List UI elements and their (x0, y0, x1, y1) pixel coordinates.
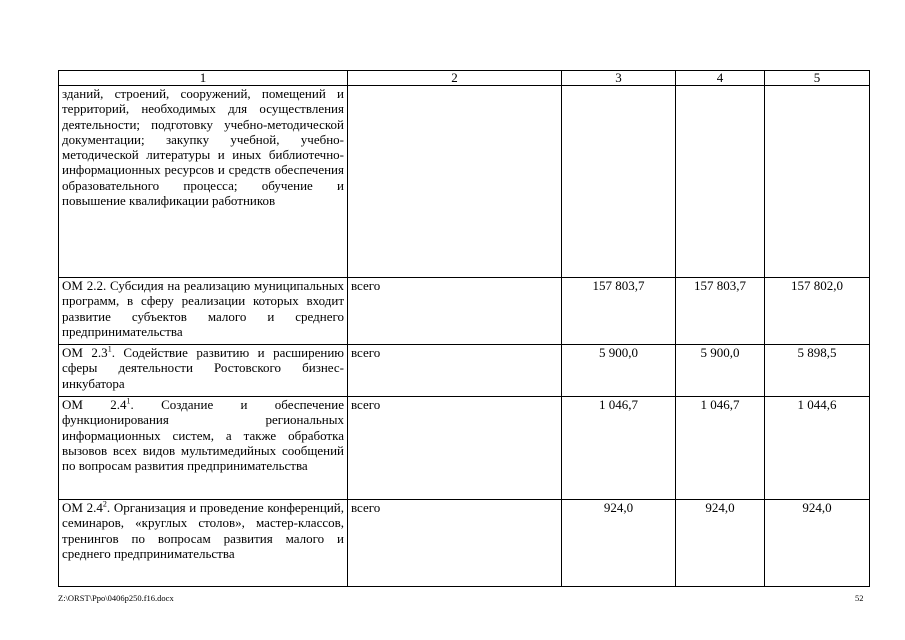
measure-superscript: 2 (102, 499, 107, 509)
row-value-col5 (765, 86, 870, 278)
row-value-col4 (676, 86, 765, 278)
measure-text: . Содействие развитию и расширению сферы деятельности Ростовского бизнес-инкубатора (62, 345, 345, 391)
column-header-5: 5 (765, 71, 870, 86)
row-value-col5: 5 898,5 (765, 345, 870, 397)
row-measure: всего (348, 345, 562, 397)
measure-text: . Создание и обеспечение функционирования региональных информационных систем, а также обработка вызовов всех видов мультимедийных сообщений по вопросам развития предпринимательства (62, 397, 344, 474)
row-value-col5: 924,0 (765, 500, 870, 587)
row-measure (348, 86, 562, 278)
row-measure: всего (348, 278, 562, 345)
row-value-col3: 1 046,7 (562, 397, 676, 500)
footer-file-path: Z:\ORST\Ppo\0406p250.f16.docx (58, 593, 174, 603)
row-description (59, 345, 348, 397)
row-description (59, 397, 348, 500)
row-description: зданий, строений, сооружений, помещений и территорий, необходимых для осуществления деятельности; подготовку учебно-методической документации; закупку учебной, учебно-методической литературы и иных библиотечно-информационных ресурсов и средств обеспечения образовательного процесса; обучение и повышение квалификации работников (59, 86, 348, 278)
row-value-col3: 924,0 (562, 500, 676, 587)
row-value-col3 (562, 86, 676, 278)
column-header-4: 4 (676, 71, 765, 86)
row-value-col5: 157 802,0 (765, 278, 870, 345)
measure-text: Субсидия на реализацию муниципальных программ, в сферу реализации которых входит развитие субъектов малого и среднего предпринимательства (62, 278, 345, 339)
table-row (59, 278, 870, 345)
column-header-2: 2 (348, 71, 562, 86)
table-row (59, 345, 870, 397)
measure-code: ОМ 2.4 (62, 397, 127, 412)
row-description (59, 500, 348, 587)
row-description (59, 278, 348, 345)
measure-text: . Организация и проведение конференций, семинаров, «круглых столов», мастер-классов, тренингов по вопросам развития малого и среднего предпринимательства (62, 500, 344, 561)
table-row (59, 500, 870, 587)
row-value-col3: 5 900,0 (562, 345, 676, 397)
row-measure: всего (348, 397, 562, 500)
column-header-3: 3 (562, 71, 676, 86)
column-header-1: 1 (59, 71, 348, 86)
footer-page-number: 52 (855, 593, 864, 603)
measure-code: ОМ 2.4 (62, 500, 103, 515)
row-value-col4: 5 900,0 (676, 345, 765, 397)
measure-code: ОМ 2.3 (62, 345, 108, 360)
row-value-col4: 157 803,7 (676, 278, 765, 345)
row-value-col5: 1 044,6 (765, 397, 870, 500)
budget-table (58, 70, 870, 587)
row-value-col3: 157 803,7 (562, 278, 676, 345)
measure-code: ОМ 2.2. (62, 278, 107, 293)
row-value-col4: 1 046,7 (676, 397, 765, 500)
measure-superscript: 1 (126, 396, 131, 406)
table-row (59, 397, 870, 500)
row-measure: всего (348, 500, 562, 587)
table-row (59, 86, 870, 278)
row-value-col4: 924,0 (676, 500, 765, 587)
table-header-row (59, 71, 870, 86)
measure-superscript: 1 (107, 344, 112, 354)
